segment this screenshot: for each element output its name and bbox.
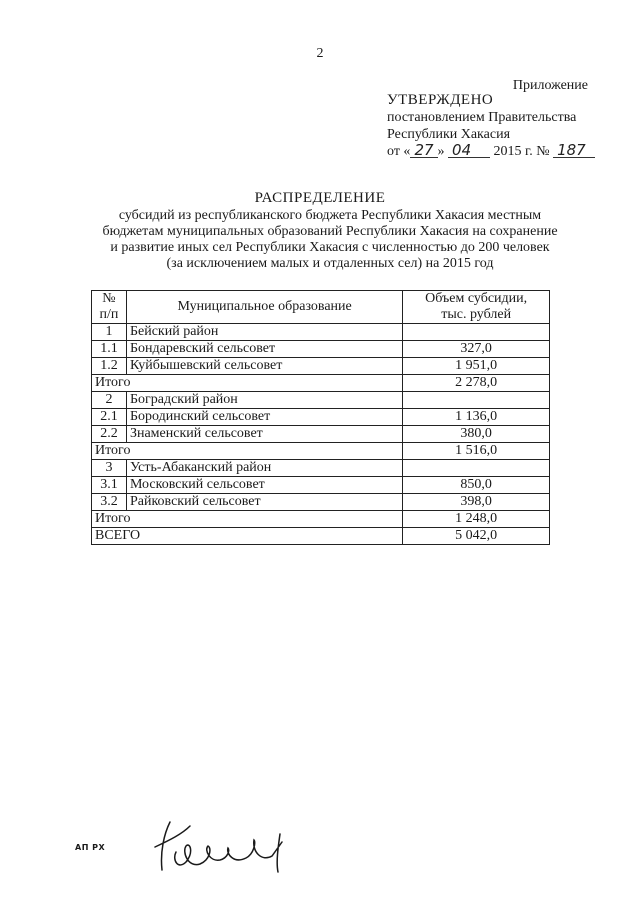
row-number: 2.2 <box>92 426 127 443</box>
total-label: Итого <box>92 511 403 528</box>
handwritten-day: 27 <box>410 143 437 158</box>
header-name: Муниципальное образование <box>126 291 402 324</box>
row-number: 2.1 <box>92 409 127 426</box>
appendix-label: Приложение <box>512 78 588 93</box>
subsidy-amount: 5 042,0 <box>403 528 550 545</box>
header-amount-line2: тыс. рублей <box>441 307 512 322</box>
subsidy-amount <box>403 392 550 409</box>
document-title: РАСПРЕДЕЛЕНИЕ <box>254 190 386 206</box>
year-text: 2015 г. № <box>493 144 550 159</box>
header-amount <box>403 291 550 324</box>
page-number: 2 <box>316 46 324 61</box>
header-num-line2: п/п <box>99 307 119 322</box>
signature-image <box>150 812 300 882</box>
subsidy-amount: 850,0 <box>403 477 550 494</box>
subsidy-amount <box>403 460 550 477</box>
handwritten-month: 04 <box>448 143 490 158</box>
municipality-name: Бейский район <box>126 324 402 341</box>
subtitle-line: (за исключением малых и отдаленных сел) на 2015 год <box>166 256 494 271</box>
total-label: Итого <box>92 443 403 460</box>
table-row <box>92 409 550 426</box>
date-prefix: от « <box>387 144 411 159</box>
table-row <box>92 426 550 443</box>
footer-code: АП РХ <box>75 843 106 852</box>
row-number: 1 <box>92 324 127 341</box>
subsidy-amount: 1 248,0 <box>403 511 550 528</box>
row-number: 3 <box>92 460 127 477</box>
subsidy-amount <box>403 324 550 341</box>
subsidy-amount: 380,0 <box>403 426 550 443</box>
municipality-name: Усть-Абаканский район <box>126 460 402 477</box>
document-subtitle <box>100 208 560 272</box>
municipality-name: Куйбышевский сельсовет <box>126 358 402 375</box>
municipality-name: Райковский сельсовет <box>126 494 402 511</box>
subsidy-amount: 1 516,0 <box>403 443 550 460</box>
municipality-name: Боградский район <box>126 392 402 409</box>
municipality-name: Московский сельсовет <box>126 477 402 494</box>
approved-heading: УТВЕРЖДЕНО <box>387 92 494 108</box>
row-number: 2 <box>92 392 127 409</box>
table-row <box>92 358 550 375</box>
table-row <box>92 494 550 511</box>
header-num-line1: № <box>102 291 116 306</box>
table-body <box>92 324 550 545</box>
table-total-row <box>92 511 550 528</box>
total-label: Итого <box>92 375 403 392</box>
table-district-row <box>92 460 550 477</box>
approval-line-1: постановлением Правительства <box>387 110 577 125</box>
municipality-name: Знаменский сельсовет <box>126 426 402 443</box>
table-total-row <box>92 443 550 460</box>
table-row <box>92 477 550 494</box>
approval-date-line <box>387 143 595 160</box>
subtitle-line: и развитие иных сел Республики Хакасия с численностью до 200 человек <box>110 240 550 255</box>
subtitle-line: бюджетам муниципальных образований Республики Хакасия на сохранение <box>102 224 558 239</box>
subsidy-amount: 1 136,0 <box>403 409 550 426</box>
row-number: 1.2 <box>92 358 127 375</box>
row-number: 3.1 <box>92 477 127 494</box>
subsidy-amount: 398,0 <box>403 494 550 511</box>
subtitle-line: субсидий из республиканского бюджета Республики Хакасия местным <box>118 208 542 223</box>
subsidy-amount: 327,0 <box>403 341 550 358</box>
approval-line-2: Республики Хакасия <box>387 127 511 142</box>
municipality-name: Бородинский сельсовет <box>126 409 402 426</box>
table-total-row <box>92 528 550 545</box>
table-header-row <box>92 291 550 324</box>
subsidy-amount: 2 278,0 <box>403 375 550 392</box>
handwritten-number: 187 <box>553 143 595 158</box>
header-amount-line1: Объем субсидии, <box>425 291 528 306</box>
municipality-name: Бондаревский сельсовет <box>126 341 402 358</box>
date-mid: » <box>437 144 445 159</box>
row-number: 3.2 <box>92 494 127 511</box>
table-district-row <box>92 324 550 341</box>
table-row <box>92 341 550 358</box>
subsidy-amount: 1 951,0 <box>403 358 550 375</box>
approval-block <box>387 92 595 160</box>
total-label: ВСЕГО <box>92 528 403 545</box>
row-number: 1.1 <box>92 341 127 358</box>
header-num <box>92 291 127 324</box>
table-total-row <box>92 375 550 392</box>
table-district-row <box>92 392 550 409</box>
subsidy-table <box>91 290 550 545</box>
